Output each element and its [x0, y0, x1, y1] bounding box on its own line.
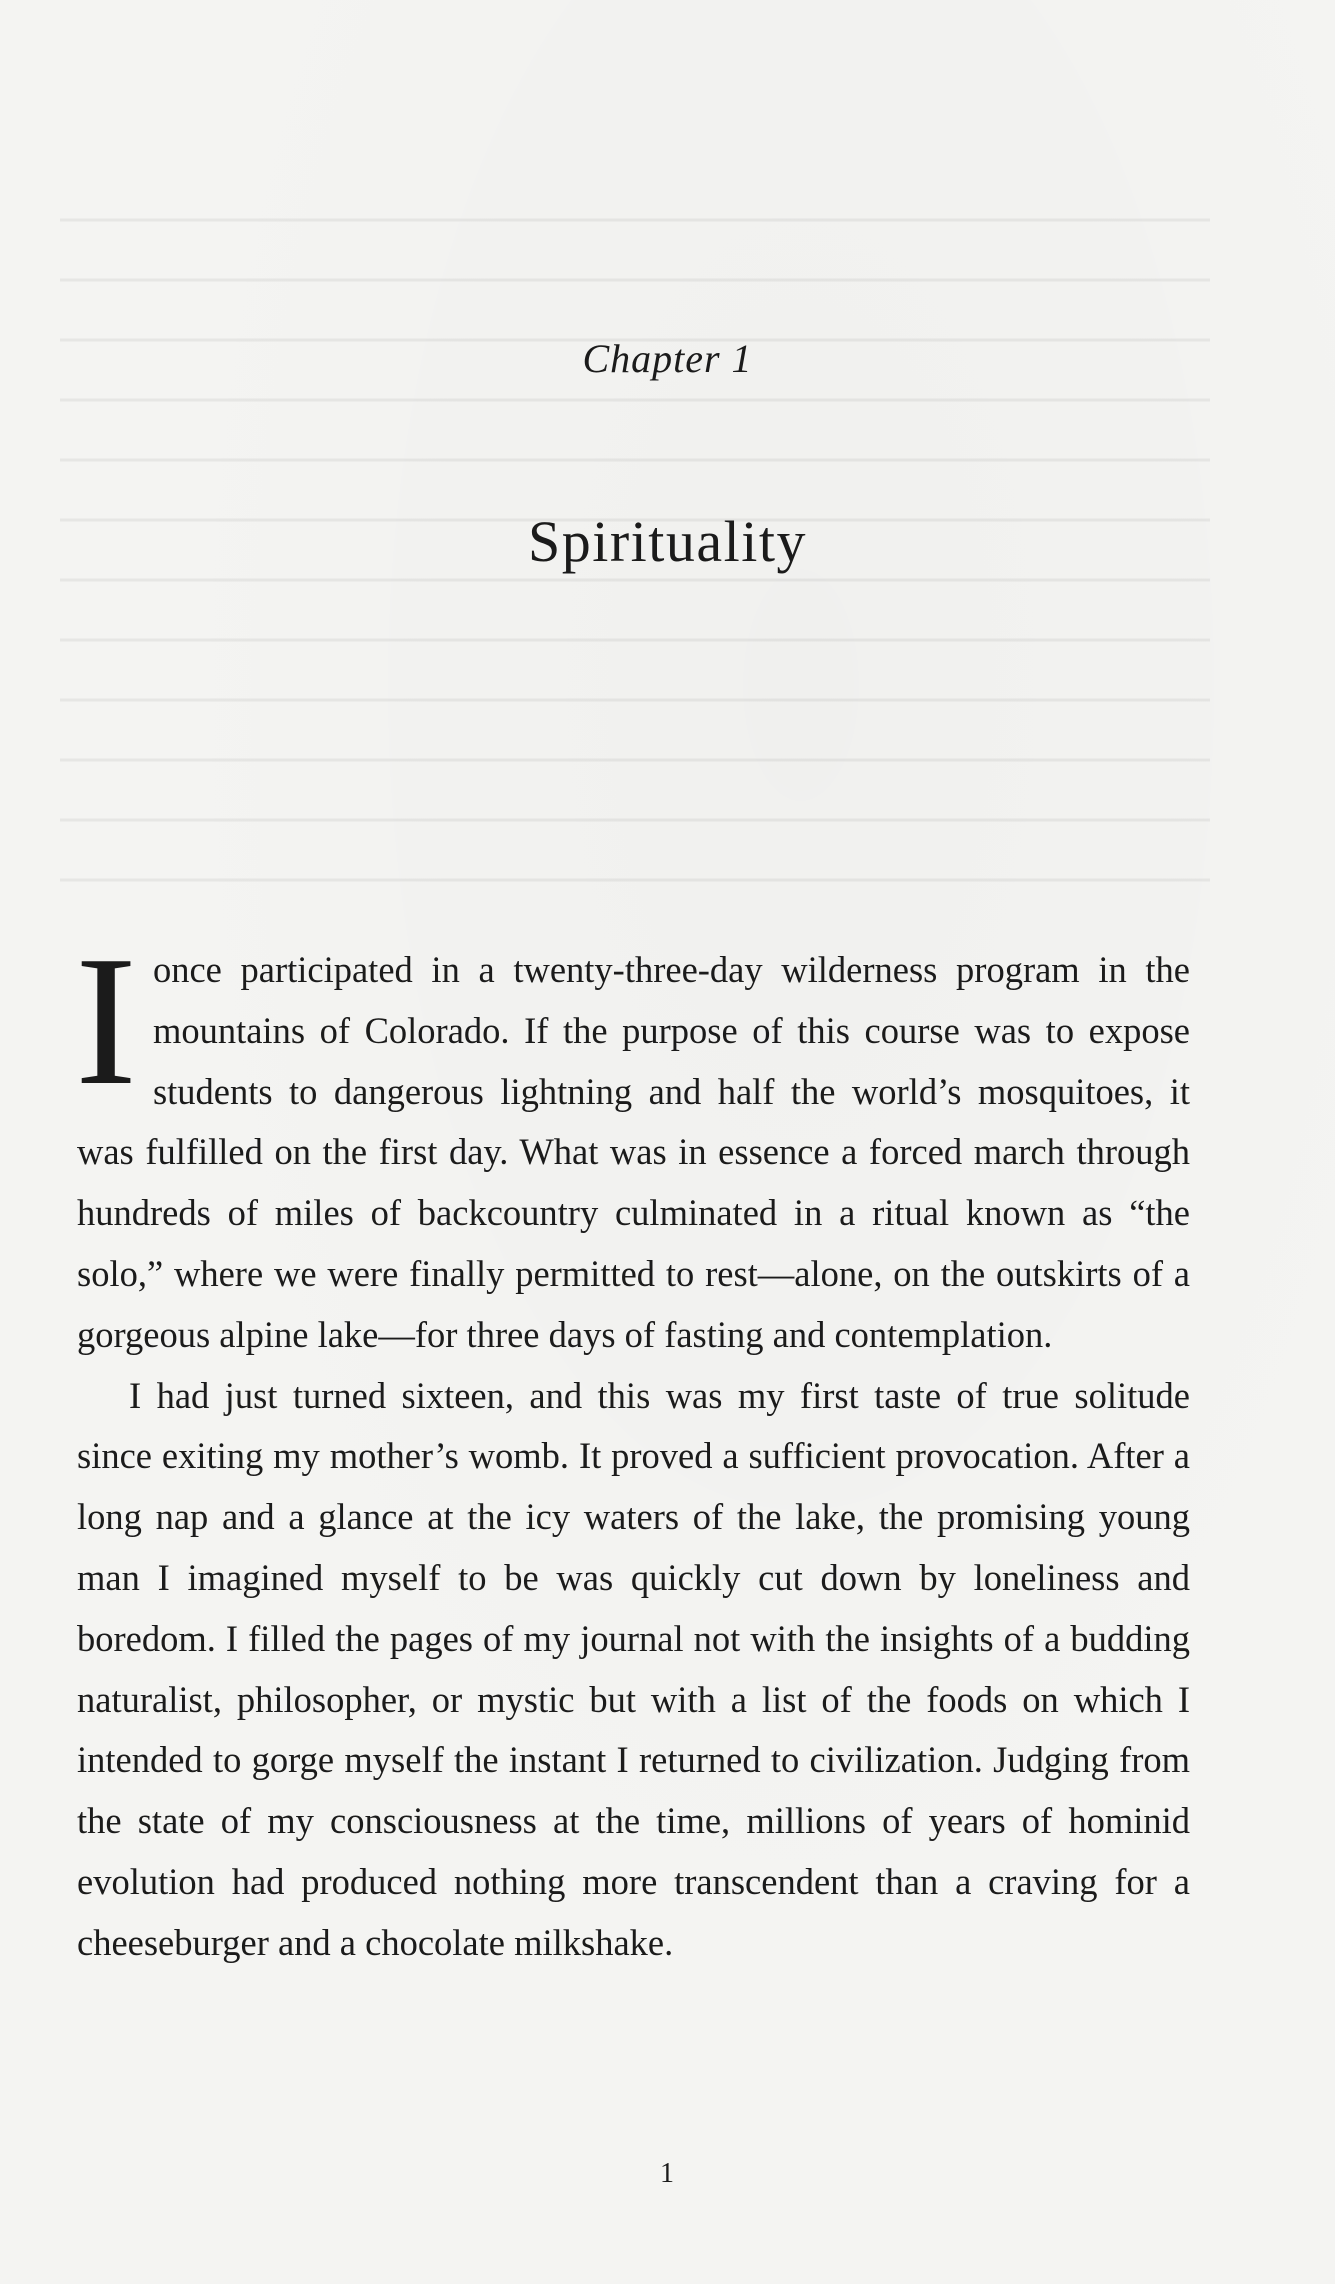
paragraph-1	[75, 918, 1190, 1366]
paper-show-through	[60, 180, 1210, 980]
chapter-body	[75, 918, 1190, 1974]
chapter-label: Chapter 1	[582, 336, 753, 381]
drop-cap: I	[75, 918, 137, 1124]
page-number: 1	[660, 2158, 675, 2189]
paragraph-2: I had just turned sixteen, and this was my first taste of true solitude since exiting my mother’s womb. It proved a sufficient provocation. After a long nap and a glance at the icy waters of the lake, the promising young man I imagined myself to be was quickly cut down by loneliness and boredom. I filled the pages of my journal not with the insights of a budding naturalist, philosopher, or mystic but with a list of the foods on which I intended to gorge myself the instant I returned to civilization. Judging from the state of my consciousness at the time, millions of years of hominid evolution had produced nothing more transcendent than a craving for a cheeseburger and a chocolate milkshake.	[77, 1374, 1190, 1963]
chapter-title: Spirituality	[528, 509, 807, 574]
paragraph-1-text: once participated in a twenty-three-day wilderness program in the mountains of Colorado. If the purpose of this course was to expose students to dangerous lightning and half the world’s mosquitoes, it was fulfilled on the first day. What was in essence a forced march through hundreds of miles of backcountry culminated in a ritual known as “the solo,” where we were finally permitted to rest—alone, on the outskirts of a gorgeous alpine lake—for three days of fasting and contemplation.	[77, 949, 1190, 1355]
